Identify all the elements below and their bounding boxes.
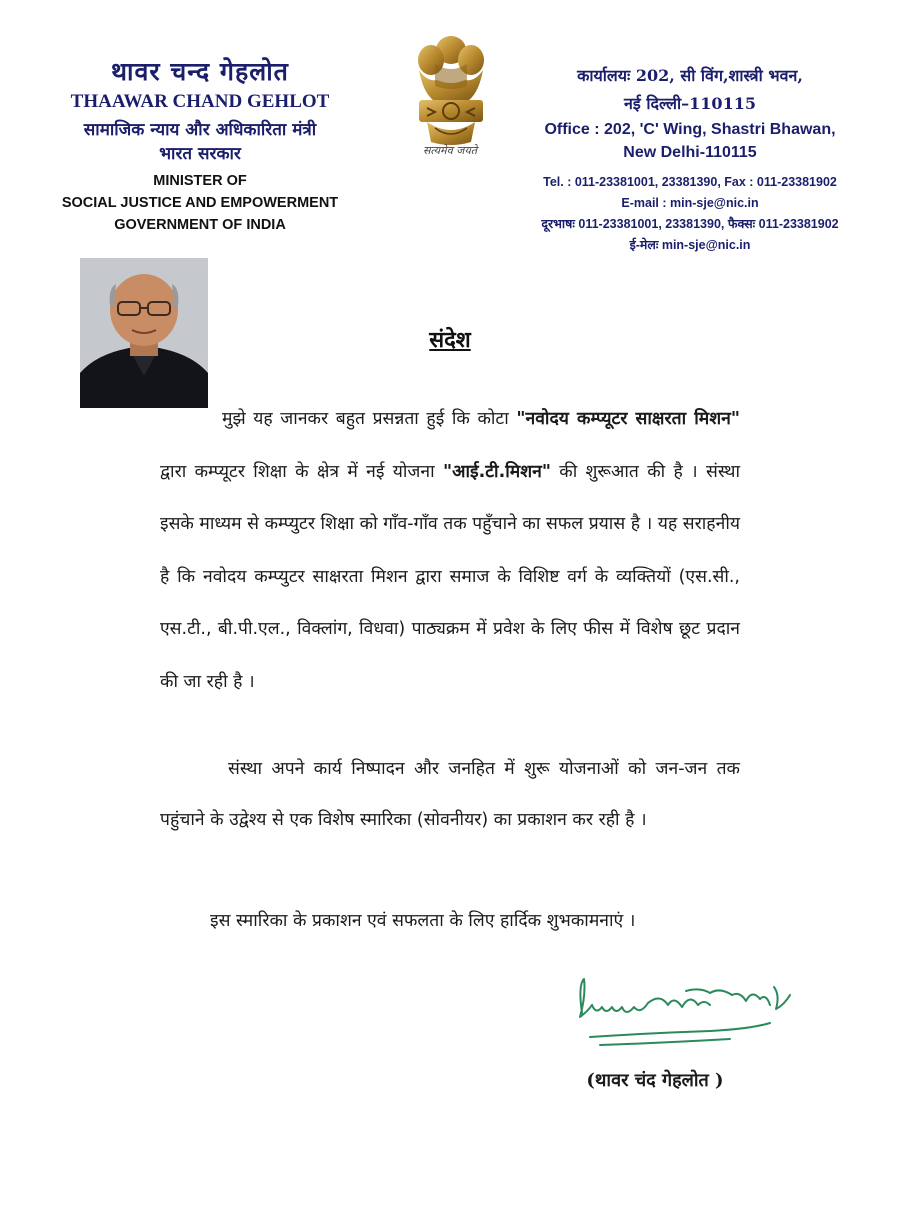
minister-photo (80, 258, 208, 408)
address-english-line: New Delhi-110115 (623, 144, 757, 161)
tel-fax-line-hindi: दूरभाषः 011-23381001, 23381390, फैक्सः 011-23381902 (541, 217, 839, 231)
message-heading: संदेश (429, 327, 471, 353)
minister-title-english-line: SOCIAL JUSTICE AND EMPOWERMENT (61, 195, 339, 211)
email-line: E-mail : min-sje@nic.in (621, 196, 759, 210)
minister-title-hindi: सामाजिक न्याय और अधिकारिता मंत्री (83, 120, 317, 140)
scheme-name-bold: "आई.टी.मिशन" (442, 461, 551, 482)
minister-title-english-line: MINISTER OF (153, 173, 247, 189)
institute-name-bold: "नवोदय कम्प्यूटर साक्षरता मिशन" (516, 409, 740, 429)
para1-text: द्वारा कम्प्यूटर शिक्षा के क्षेत्र में नई योजना (160, 461, 443, 482)
para1-text: की शुरूआत की है । संस्था इसके माध्यम से कम्प्युटर शिक्षा को गाँव-गाँव तक पहुँचाने का सफल प्रयास है । यह सराहनीय है कि नवोदय कम्प्युटर साक्षरता मिशन द्वारा समाज के विशिष्ट वर्ग के व्यक्तियों (एस.सी., एस.टी., बी.पी.एल., विक्लांग, विधवा) पाठ्यक्रम में प्रवेश के लिए फीस में विशेष छूट प्रदान की जा रही है । (160, 461, 740, 692)
email-line-hindi: ई-मेलः min-sje@nic.in (629, 238, 751, 252)
letterhead-left (40, 56, 360, 236)
address-english-line: Office : 202, 'C' Wing, Shastri Bhawan, (544, 121, 836, 138)
address-hindi-line: नई दिल्ली–110115 (624, 94, 756, 113)
address-hindi-line: कार्यालयः 202, सी विंग,शास्त्री भवन, (577, 66, 803, 85)
message-paragraph-2: संस्था अपने कार्य निष्पादन और जनहित में शुरू योजनाओं को जन-जन तक पहुंचाने के उद्वेश्य से एक विशेष स्मारिका (सोवनीयर) का प्रकाशन कर रही है । (160, 759, 740, 830)
minister-name-english: THAAWAR CHAND GEHLOT (70, 91, 330, 112)
letterhead-right (505, 62, 875, 256)
emblem-motto: सत्यमेव जयते (422, 144, 477, 157)
tel-fax-line: Tel. : 011-23381001, 23381390, Fax : 011-23381902 (543, 175, 837, 189)
message-paragraph-1 (160, 393, 740, 709)
minister-name-hindi: थावर चन्द गेहलोत (111, 57, 289, 86)
handwritten-signature (560, 965, 810, 1060)
signatory-name: (थावर चंद गेहलोत ) (586, 1070, 724, 1091)
minister-title-english-line: GOVERNMENT OF INDIA (114, 217, 286, 233)
govt-hindi: भारत सरकार (159, 144, 241, 164)
para1-text: मुझे यह जानकर बहुत प्रसन्नता हुई कि कोटा (222, 409, 517, 429)
message-paragraph-3: इस स्मारिका के प्रकाशन एवं सफलता के लिए हार्दिक शुभकामनाएं । (210, 911, 636, 931)
